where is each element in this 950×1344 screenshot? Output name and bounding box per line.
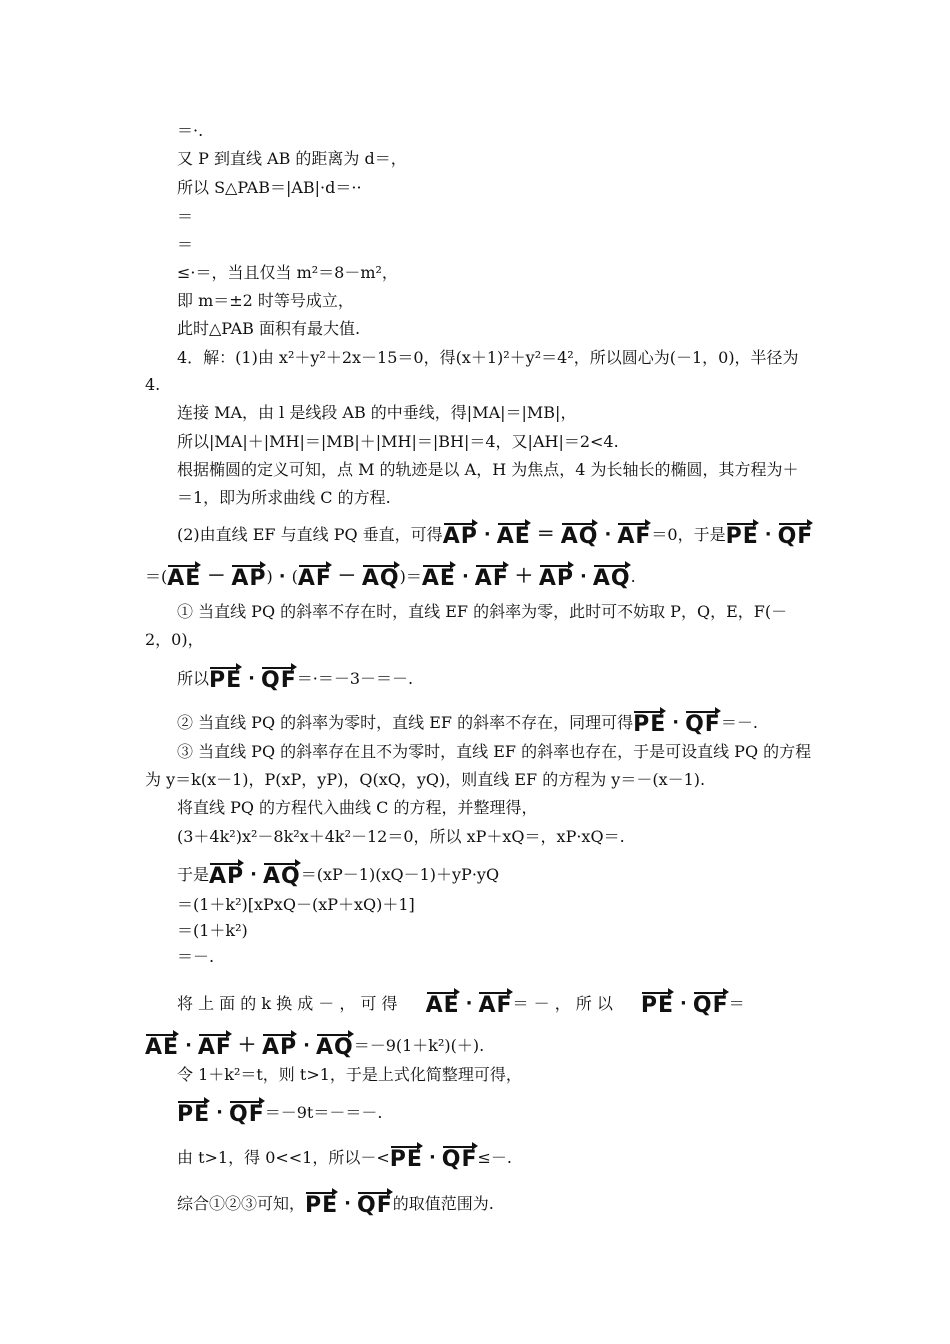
dot-operator: · (680, 993, 687, 1014)
text-line: 所以 S△PAB＝|AB|·d＝·· (177, 178, 362, 197)
vector-af: AF (198, 1031, 232, 1061)
equals-sign: ＝ (405, 567, 422, 586)
vector-aq: AQ (561, 520, 599, 550)
text-line: ≤·＝，当且仅当 m²＝8－m²， (177, 263, 398, 282)
text-line: ＝ (177, 235, 194, 254)
vector-ap: AP (231, 562, 266, 592)
dot-operator: · (461, 566, 469, 587)
text-segment: 综合①②③可知， (177, 1194, 306, 1213)
text-line: ＝1，即为所求曲线 C 的方程. (177, 488, 391, 507)
text-segment: ＝－9t＝－＝－. (264, 1103, 383, 1122)
text-segment: ＝－. (720, 713, 758, 732)
text-line-vectors (177, 708, 758, 738)
paren: ( (291, 567, 298, 586)
dot-operator: · (216, 1102, 223, 1123)
text-segment: (2)由直线 EF 与直线 PQ 垂直，可得 (177, 525, 443, 544)
vector-aq: AQ (263, 860, 301, 890)
vector-ae: AE (167, 562, 201, 592)
text-line-vectors (177, 1143, 512, 1173)
vector-pe: PE (641, 989, 674, 1019)
vector-af: AF (617, 520, 651, 550)
vector-aq: AQ (362, 562, 400, 592)
text-segment: 由 t>1，得 0<<1，所以－< (177, 1148, 390, 1167)
paren: ) (266, 567, 273, 586)
vector-aq: AQ (593, 562, 631, 592)
text-line-vectors (177, 989, 745, 1019)
dot-operator: · (428, 1147, 436, 1168)
text-line: 又 P 到直线 AB 的距离为 d＝， (177, 149, 407, 168)
text-line: 令 1＋k²＝t，则 t>1，于是上式化简整理可得， (177, 1065, 522, 1084)
plus-sign: ＋ (237, 1035, 256, 1056)
text-line: ＝(1＋k²) (177, 921, 248, 940)
dot-operator: · (465, 993, 473, 1014)
vector-af: AF (478, 989, 512, 1019)
text-line-vectors (145, 1031, 484, 1061)
vector-qf: QF (229, 1098, 265, 1128)
dot-operator: · (672, 712, 680, 733)
vector-af: AF (298, 562, 332, 592)
vector-aq: AQ (316, 1031, 354, 1061)
dot-operator: · (303, 1035, 310, 1056)
vector-pe: PE (305, 1189, 338, 1219)
text-line-vectors (177, 664, 413, 694)
text-segment: ＝0，于是 (651, 525, 726, 544)
paren: ) (399, 567, 406, 586)
text-line: 即 m＝±2 时等号成立， (177, 291, 354, 310)
text-segment: ＝ － ， 所 以 (512, 994, 613, 1013)
text-line: 将直线 PQ 的方程代入曲线 C 的方程，并整理得， (177, 798, 538, 817)
text-line: 为 y＝k(x－1)，P(xP，yP)，Q(xQ，yQ)，则直线 EF 的方程为 y＝－(x－1). (145, 770, 706, 789)
text-line: ＝－. (177, 947, 215, 966)
text-segment: ≤－. (477, 1148, 513, 1167)
equals-sign: ＝ (536, 524, 555, 545)
text-line-vectors: ＝(AE － AP) · (AF － AQ)＝AE · AF ＋ AP · AQ. (145, 562, 636, 592)
text-segment: 所以 (177, 669, 210, 688)
text-line-vectors (177, 520, 813, 550)
text-segment: ＝－9(1＋k²)(＋). (353, 1036, 485, 1055)
text-line: 2，0)， (145, 630, 204, 649)
vector-ap: AP (209, 860, 244, 890)
vector-pe: PE (726, 520, 759, 550)
dot-operator: · (604, 524, 612, 545)
text-line: 此时△PAB 面积有最大值. (177, 319, 361, 338)
vector-qf: QF (778, 520, 814, 550)
vector-ap: AP (539, 562, 574, 592)
vector-qf: QF (693, 989, 729, 1019)
paren: ( (161, 567, 168, 586)
text-line: 所以|MA|＋|MH|＝|MB|＋|MH|＝|BH|＝4，又|AH|＝2<4. (177, 432, 619, 451)
dot-operator: · (580, 566, 587, 587)
text-line: (3＋4k²)x²－8k²x＋4k²－12＝0，所以 xP＋xQ＝，xP·xQ＝. (177, 827, 625, 846)
dot-operator: · (344, 1193, 352, 1214)
text-segment: ② 当直线 PQ 的斜率为零时，直线 EF 的斜率不存在，同理可得 (177, 713, 634, 732)
dot-operator: · (248, 668, 256, 689)
text-segment: ＝(xP－1)(xQ－1)＋yP·yQ (300, 865, 500, 884)
minus-sign: － (337, 566, 356, 587)
vector-qf: QF (685, 708, 721, 738)
text-line: ＝ (177, 207, 194, 226)
vector-qf: QF (357, 1189, 393, 1219)
vector-ap: AP (443, 520, 478, 550)
dot-operator: · (483, 524, 491, 545)
vector-pe: PE (633, 708, 666, 738)
vector-pe: PE (209, 664, 242, 694)
vector-ap: AP (262, 1031, 297, 1061)
vector-pe: PE (177, 1098, 210, 1128)
vector-ae: AE (426, 989, 460, 1019)
text-line: 4. (145, 375, 161, 394)
vector-af: AF (475, 562, 509, 592)
text-line: 连接 MA，由 l 是线段 AB 的中垂线，得|MA|＝|MB|， (177, 403, 577, 422)
text-line: ① 当直线 PQ 的斜率不存在时，直线 EF 的斜率为零，此时可不妨取 P，Q，E，F(－ (177, 602, 788, 621)
text-segment: 于是 (177, 865, 210, 884)
text-line: ＝·. (177, 121, 204, 140)
dot-operator: · (278, 566, 286, 587)
text-line-vectors (177, 1189, 494, 1219)
text-line-vectors (177, 1098, 382, 1128)
dot-operator: · (250, 864, 258, 885)
vector-pe: PE (390, 1143, 423, 1173)
vector-qf: QF (261, 664, 297, 694)
equals-sign: ＝ (728, 994, 745, 1013)
text-line: ＝(1＋k²)[xPxQ－(xP＋xQ)＋1] (177, 895, 415, 914)
text-line: ③ 当直线 PQ 的斜率存在且不为零时，直线 EF 的斜率也存在，于是可设直线 PQ 的方程 (177, 742, 812, 761)
minus-sign: － (207, 566, 226, 587)
text-segment: 将 上 面 的 k 换 成 － ， 可 得 (177, 994, 398, 1013)
vector-ae: AE (497, 520, 531, 550)
dot-operator: · (764, 524, 772, 545)
text-line-vectors (177, 860, 499, 890)
text-line: 4．解：(1)由 x²＋y²＋2x－15＝0，得(x＋1)²＋y²＝4²，所以圆心为(－1，0)，半径为 (177, 348, 799, 367)
vector-qf: QF (442, 1143, 478, 1173)
plus-sign: ＋ (514, 566, 533, 587)
text-line: 根据椭圆的定义可知，点 M 的轨迹是以 A，H 为焦点，4 为长轴长的椭圆，其方程为＋ (177, 460, 799, 479)
dot-operator: · (185, 1035, 192, 1056)
vector-ae: AE (145, 1031, 179, 1061)
equals-sign: ＝ (145, 567, 162, 586)
text-segment: 的取值范围为. (392, 1194, 494, 1213)
text-segment: ＝·＝－3－＝－. (296, 669, 414, 688)
vector-ae: AE (422, 562, 456, 592)
